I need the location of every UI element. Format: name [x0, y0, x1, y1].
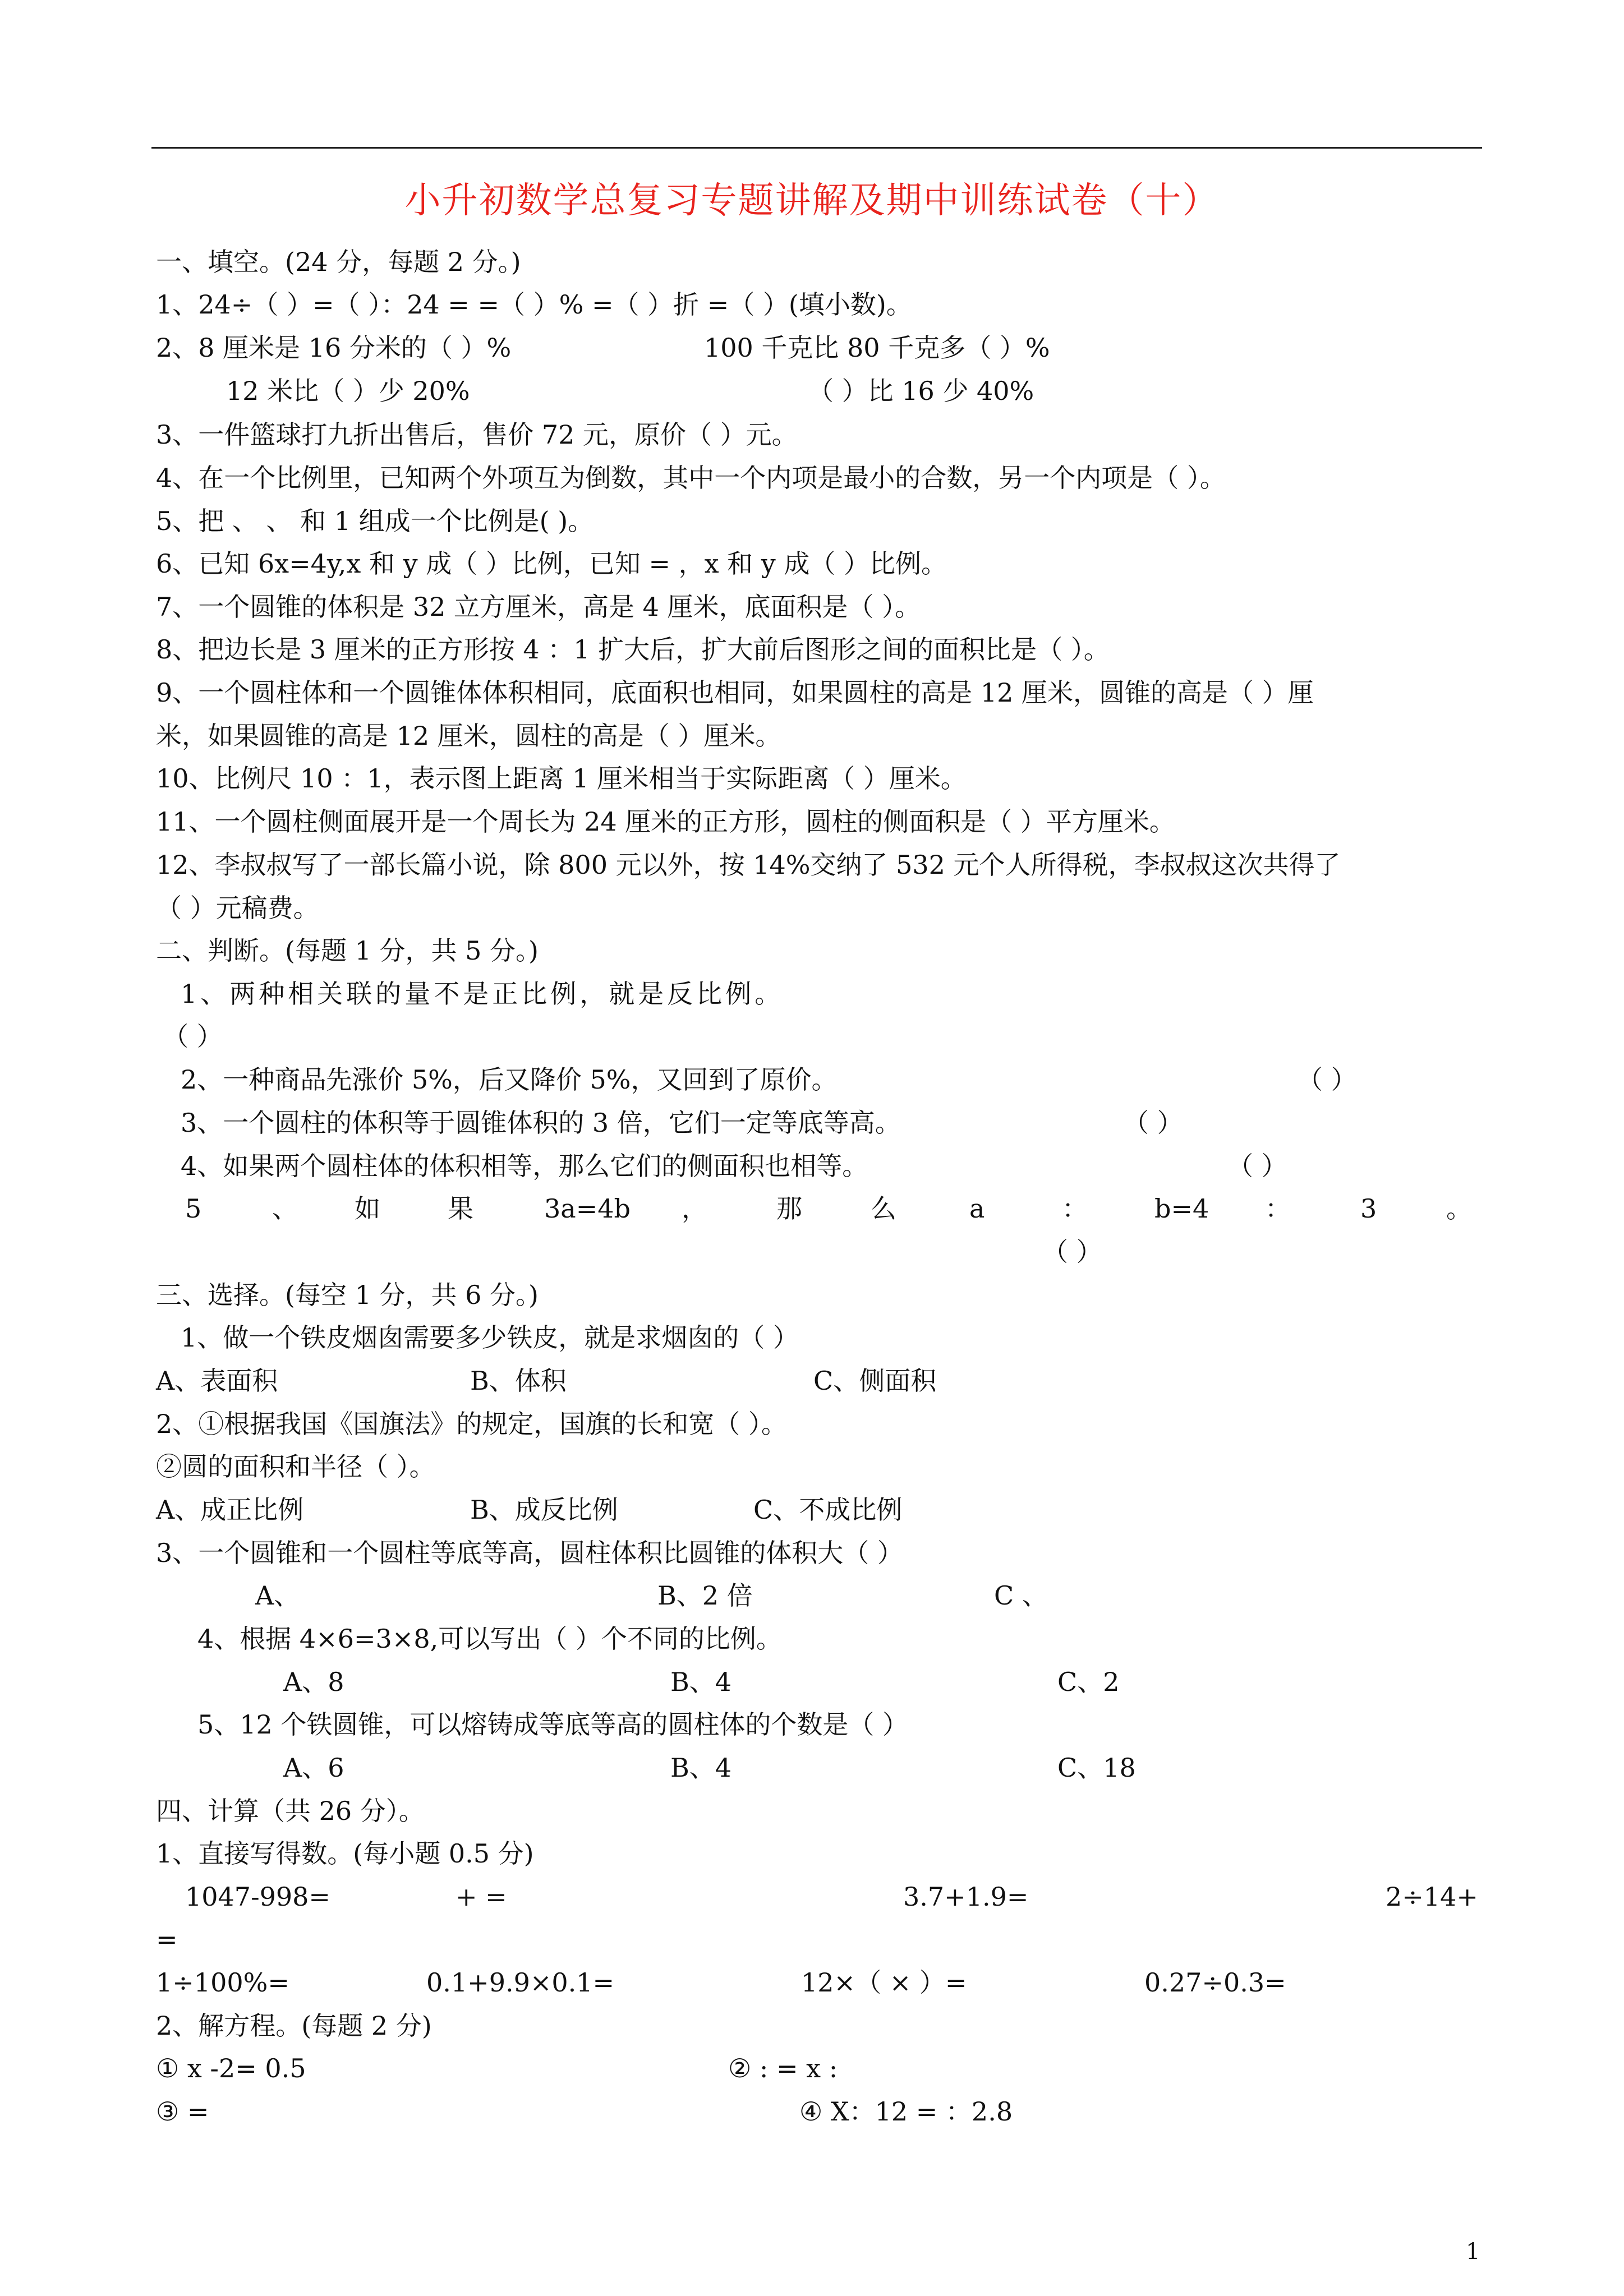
calc-expr-6: 0.1+9.9×0.1= [426, 1967, 615, 1998]
calc-expr-8: 0.27÷0.3= [1144, 1967, 1286, 1998]
question-3: 3、一件篮球打九折出售后，售价 72 元，原价（ ）元。 [156, 419, 798, 450]
section2-heading: 二、判断。(每题 1 分，共 5 分。) [156, 935, 539, 966]
choice-3-option-b: B、2 倍 [657, 1580, 753, 1611]
choice-1-option-a: A、表面积 [156, 1366, 278, 1396]
equation-4: ④ X：12 = ：2.8 [799, 2096, 1013, 2127]
choice-4: 4、根据 4×6=3×8,可以写出（ ）个不同的比例。 [197, 1624, 782, 1654]
question-1: 1、24÷（ ）=（ ）：24 = =（ ）% =（ ）折 =（ ）(填小数)。 [156, 289, 912, 320]
judgment-5-token: 3 [1360, 1193, 1377, 1224]
calc-subheading-1: 1、直接写得数。(每小题 0.5 分) [156, 1838, 534, 1869]
question-2d: （ ）比 16 少 40% [808, 376, 1034, 406]
judgment-5-token: ： [1062, 1193, 1088, 1224]
choice-4-option-c: C、2 [1057, 1667, 1120, 1697]
question-2a: 2、8 厘米是 16 分米的（ ）% [156, 333, 512, 363]
question-8: 8、把边长是 3 厘米的正方形按 4 ：1 扩大后，扩大前后图形之间的面积比是（ ）。 [156, 634, 1110, 665]
section1-heading: 一、填空。(24 分，每题 2 分。) [156, 247, 521, 277]
choice-1: 1、做一个铁皮烟囱需要多少铁皮，就是求烟囱的（ ） [181, 1322, 799, 1353]
judgment-5-token: 、 [272, 1193, 298, 1224]
judgment-5-token: ， [682, 1193, 707, 1224]
calc-expr-1: 1047-998= [185, 1882, 330, 1912]
judgment-4-paren: （ ） [1227, 1151, 1287, 1181]
judgment-5-token: 3a=4b [544, 1193, 631, 1224]
calc-expr-3: 3.7+1.9= [903, 1882, 1029, 1912]
judgment-5-token: 么 [871, 1193, 896, 1224]
equation-3: ③ = [156, 2096, 209, 2127]
calc-expr-4-equals: = [156, 1924, 178, 1954]
choice-2-option-b: B、成反比例 [470, 1495, 618, 1525]
judgment-5-token: 。 [1446, 1193, 1472, 1224]
question-2c: 12 米比（ ）少 20% [226, 376, 470, 406]
judgment-5-paren: （ ） [1042, 1237, 1102, 1267]
section3-heading: 三、选择。(每空 1 分，共 6 分。) [156, 1280, 539, 1310]
judgment-5-token: 如 [355, 1193, 380, 1224]
question-9a: 9、一个圆柱体和一个圆锥体体积相同，底面积也相同，如果圆柱的高是 12 厘米，圆锥的高是（ ）厘 [156, 677, 1314, 708]
question-9b: 米，如果圆锥的高是 12 厘米，圆柱的高是（ ）厘米。 [156, 721, 781, 751]
question-12a: 12、李叔叔写了一部长篇小说，除 800 元以外，按 14%交纳了 532 元个人所得税，李叔叔这次共得了 [156, 850, 1341, 880]
choice-5-option-c: C、18 [1057, 1753, 1136, 1783]
choice-4-option-b: B、4 [670, 1667, 732, 1697]
judgment-2-paren: （ ） [1297, 1064, 1357, 1095]
choice-5: 5、12 个铁圆锥，可以熔铸成等底等高的圆柱体的个数是（ ） [197, 1709, 909, 1740]
question-11: 11、一个圆柱侧面展开是一个周长为 24 厘米的正方形，圆柱的侧面积是（ ）平方厘米。 [156, 806, 1175, 837]
judgment-5-token: ： [1265, 1193, 1291, 1224]
choice-2-option-c: C、不成比例 [753, 1495, 903, 1525]
calc-expr-5: 1÷100%= [156, 1967, 289, 1998]
judgment-5-token: a [969, 1193, 985, 1224]
question-5: 5、把 、 、 和 1 组成一个比例是( )。 [156, 506, 594, 536]
judgment-2: 2、一种商品先涨价 5%，后又降价 5%，又回到了原价。 [181, 1064, 838, 1095]
calc-subheading-2: 2、解方程。(每题 2 分) [156, 2011, 432, 2041]
question-4: 4、在一个比例里，已知两个外项互为倒数，其中一个内项是最小的合数，另一个内项是（ ）。 [156, 463, 1226, 493]
calc-expr-4: 2÷14+ [1386, 1882, 1478, 1912]
calc-expr-2: + = [456, 1882, 507, 1912]
choice-1-option-b: B、体积 [470, 1366, 567, 1396]
choice-5-option-a: A、6 [283, 1753, 344, 1783]
question-12b: （ ）元稿费。 [156, 893, 319, 923]
choice-5-option-b: B、4 [670, 1753, 732, 1783]
question-7: 7、一个圆锥的体积是 32 立方厘米，高是 4 厘米，底面积是（ ）。 [156, 592, 921, 622]
judgment-3: 3、一个圆柱的体积等于圆锥体积的 3 倍，它们一定等底等高。 [181, 1108, 901, 1138]
calc-expr-7: 12×（ × ）= [801, 1967, 967, 1998]
choice-4-option-a: A、8 [283, 1667, 344, 1697]
choice-3-option-a: A、 [255, 1580, 300, 1611]
choice-3: 3、一个圆锥和一个圆柱等底等高，圆柱体积比圆锥的体积大（ ） [156, 1538, 903, 1568]
page-number: 1 [1466, 2239, 1480, 2265]
judgment-5-token: b=4 [1154, 1193, 1209, 1224]
header-rule [151, 147, 1482, 149]
judgment-5-token: 5 [185, 1193, 202, 1224]
equation-2: ② : = x : [728, 2053, 838, 2083]
judgment-1: 1、两种相关联的量不是正比例，就是反比例。 [181, 979, 784, 1009]
choice-2: 2、①根据我国《国旗法》的规定，国旗的长和宽（ ）。 [156, 1409, 787, 1439]
equation-1: ① x -2= 0.5 [156, 2053, 306, 2083]
exam-title: 小升初数学总复习专题讲解及期中训练试卷（十） [404, 180, 1220, 222]
question-10: 10、比例尺 10 ：1，表示图上距离 1 厘米相当于实际距离（ ）厘米。 [156, 763, 967, 794]
judgment-4: 4、如果两个圆柱体的体积相等，那么它们的侧面积也相等。 [181, 1151, 868, 1181]
question-2b: 100 千克比 80 千克多（ ）% [704, 333, 1050, 363]
choice-1-option-c: C、侧面积 [813, 1366, 937, 1396]
judgment-5-token: 那 [776, 1193, 802, 1224]
judgment-3-paren: （ ） [1123, 1108, 1183, 1138]
question-6: 6、已知 6x=4y,x 和 y 成（ ）比例，已知 = ，x 和 y 成（ ）比例。 [156, 548, 947, 579]
section4-heading: 四、计算（共 26 分）。 [156, 1796, 425, 1826]
choice-2-option-a: A、成正比例 [156, 1495, 304, 1525]
choice-3-option-c: C 、 [994, 1580, 1048, 1611]
judgment-5-token: 果 [448, 1193, 473, 1224]
choice-2b: ②圆的面积和半径（ ）。 [156, 1451, 435, 1482]
judgment-1-paren: （ ） [163, 1021, 223, 1052]
